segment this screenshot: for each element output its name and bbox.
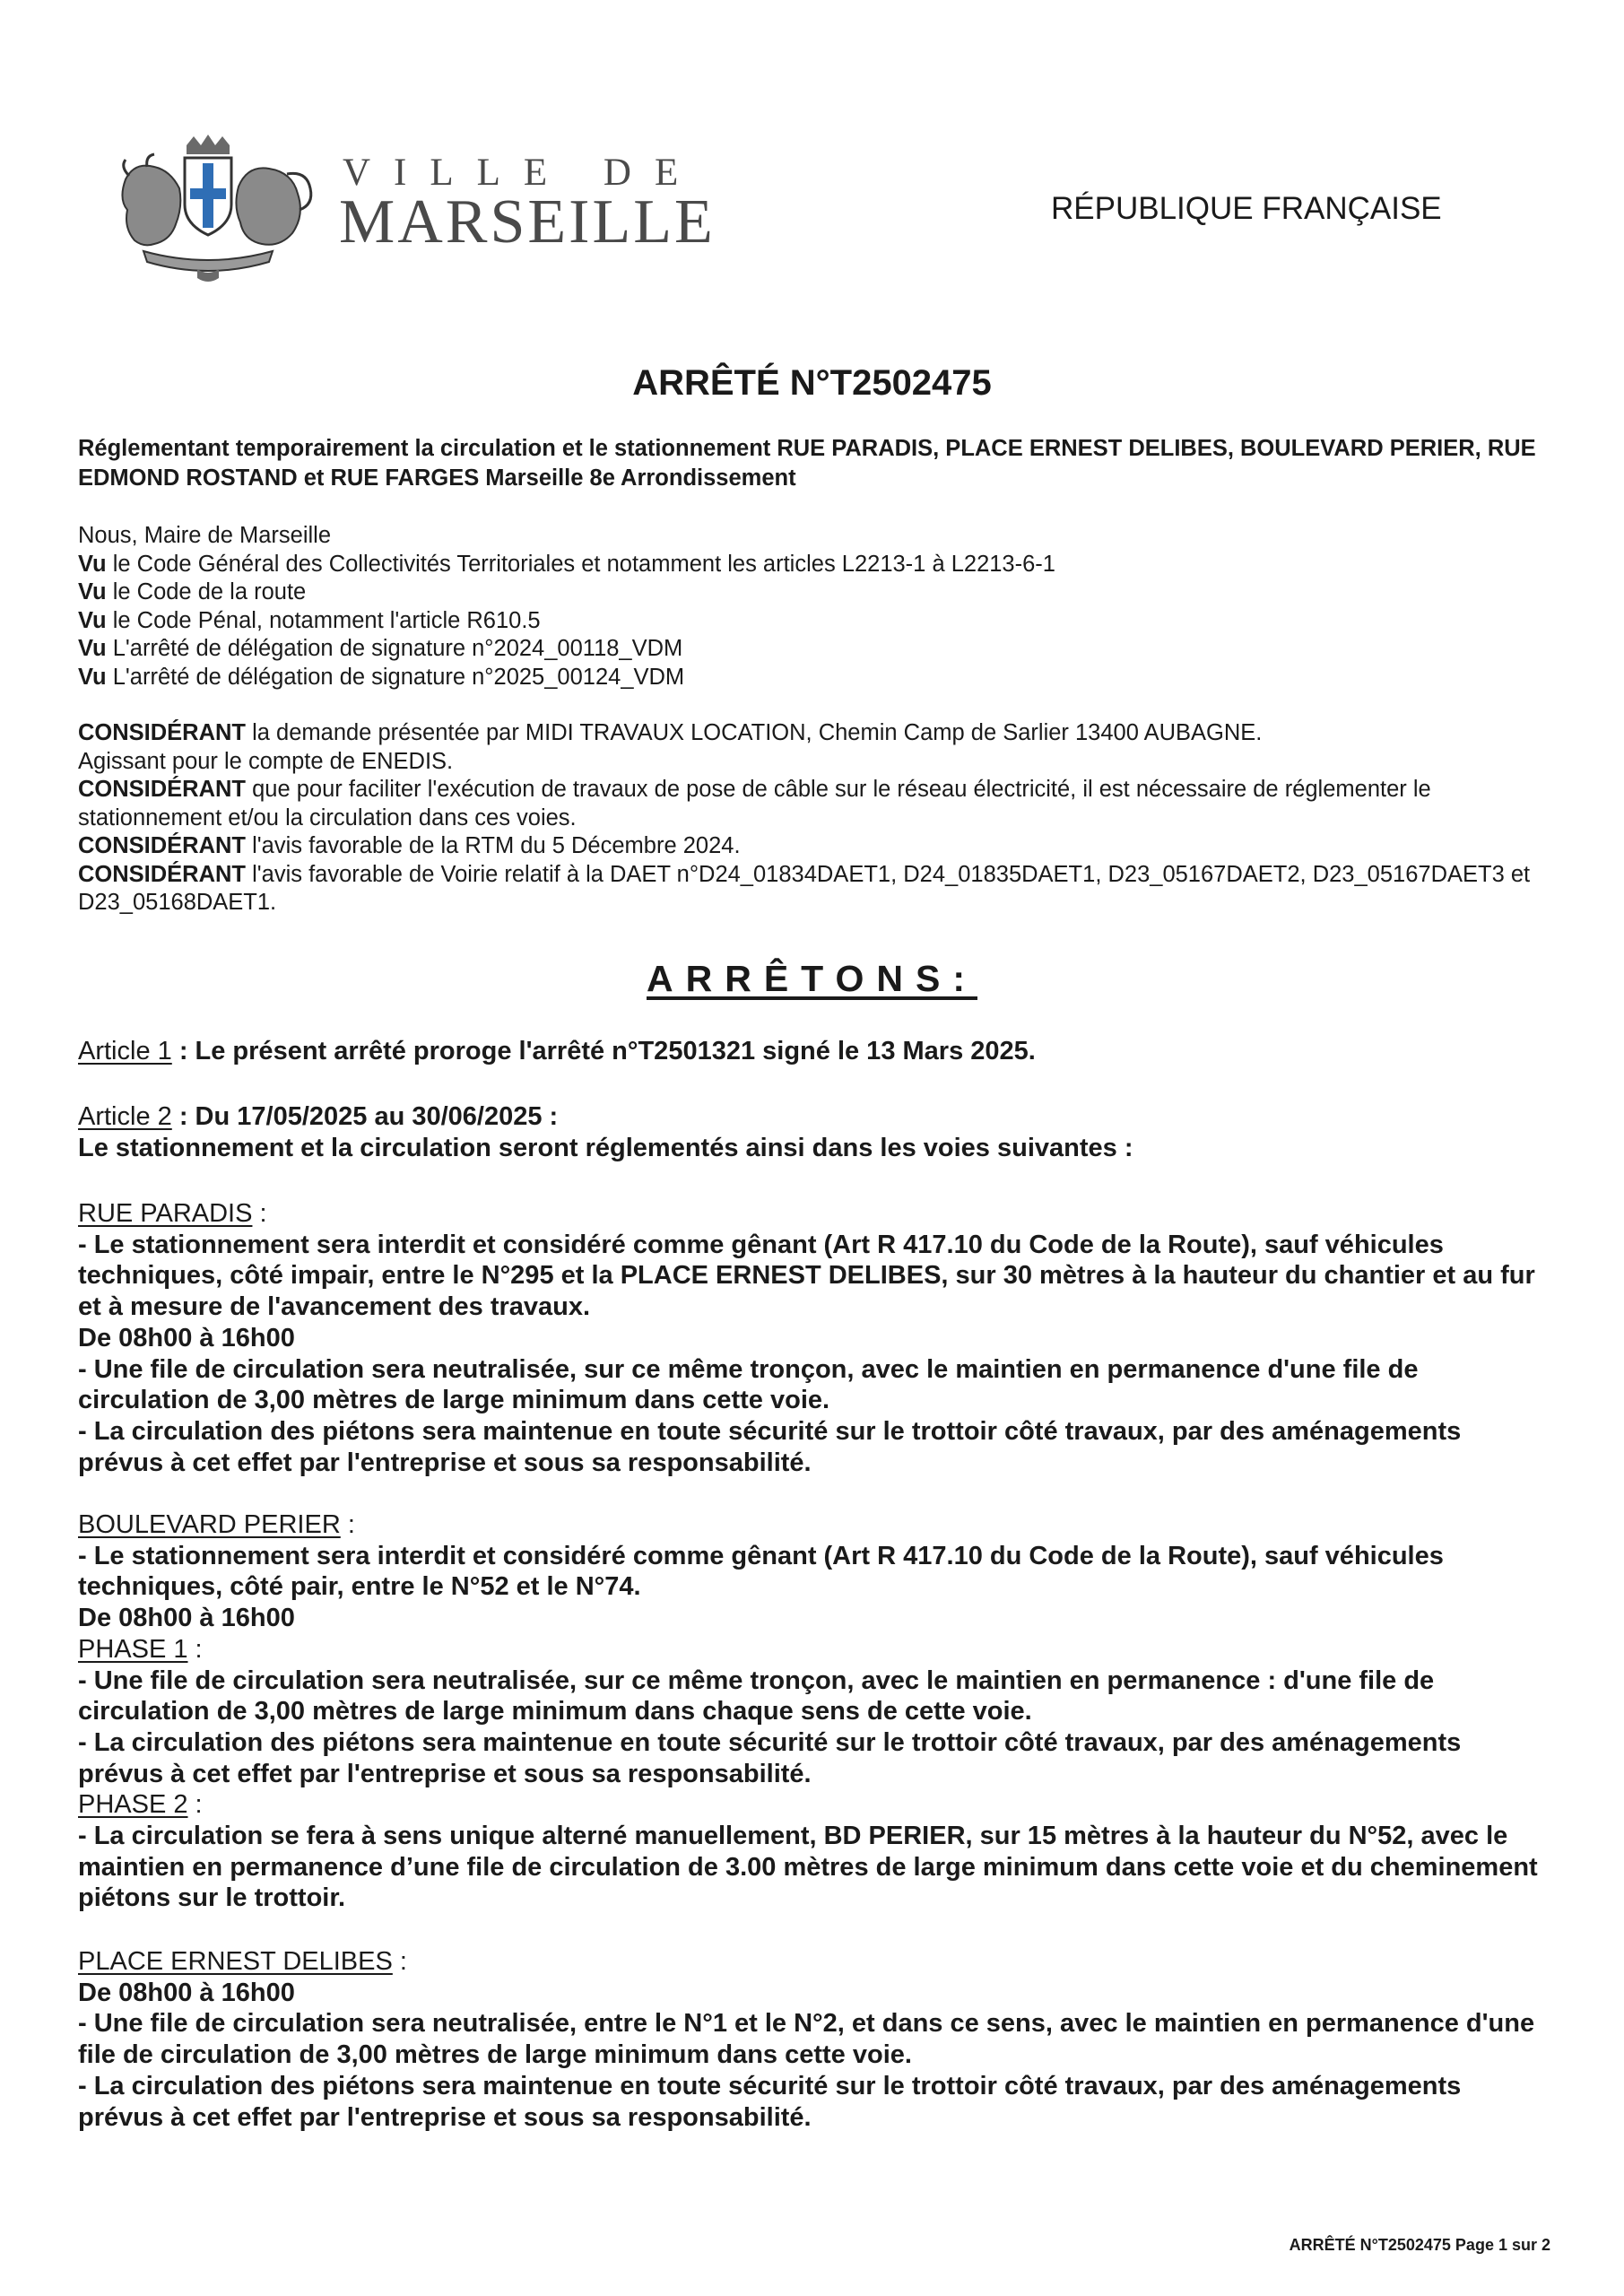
vu-text: le Code de la route	[106, 579, 307, 604]
preamble-intro: Nous, Maire de Marseille	[78, 523, 332, 548]
street-name: BOULEVARD PERIER	[78, 1510, 341, 1539]
rule-paragraph: - La circulation des piétons sera maintenue en toute sécurité sur le trottoir côté travaux, par des aménagements prévus à cet effet par l'entreprise et sous sa responsabilité.	[78, 1416, 1462, 1477]
arretons-heading: ARRÊTONS:	[647, 958, 977, 999]
section-boulevard-perier	[78, 1509, 1549, 1914]
republique-francaise-heading: RÉPUBLIQUE FRANÇAISE	[1051, 191, 1442, 226]
considerant-word: CONSIDÉRANT	[78, 833, 247, 858]
considerant-line	[78, 861, 1549, 918]
article-2-label: Article 2	[78, 1102, 172, 1131]
heading-colon: :	[340, 1510, 355, 1539]
heading-colon: :	[252, 1199, 267, 1228]
heading-colon: :	[392, 1947, 407, 1976]
preamble-vu-block	[78, 522, 1549, 691]
vu-word: Vu	[78, 551, 107, 577]
considerant-line	[78, 776, 1549, 832]
phase-label: PHASE 1	[78, 1634, 188, 1664]
considerants-block	[78, 719, 1549, 918]
phase-label: PHASE 2	[78, 1790, 188, 1820]
vu-word: Vu	[78, 636, 107, 661]
section-rue-paradis	[78, 1198, 1549, 1478]
vu-text: L'arrêté de délégation de signature n°2024_00118_VDM	[106, 636, 683, 661]
section-heading	[78, 1198, 1549, 1230]
article-1-text: : Le présent arrêté proroge l'arrêté n°T2501321 signé le 13 Mars 2025.	[171, 1037, 1036, 1065]
considerant-text: l'avis favorable de Voirie relatif à la DAET n°D24_01834DAET1, D24_01835DAET1, D23_05167DAET2, D23_05167DAET3 et D23_05168DAET1.	[78, 861, 1531, 915]
phase-heading	[78, 1634, 1549, 1665]
considerant-text: la demande présentée par MIDI TRAVAUX LOCATION, Chemin Camp de Sarlier 13400 AUBAGNE.	[246, 720, 1263, 745]
arrete-title: ARRÊTÉ N°T2502475	[632, 363, 992, 403]
phase-colon: :	[187, 1634, 203, 1664]
page-footer: ARRÊTÉ N°T2502475 Page 1 sur 2	[1289, 2236, 1550, 2254]
logo-text-ville-de: VILLE DE	[343, 152, 702, 194]
rule-paragraph: - Le stationnement sera interdit et considéré comme gênant (Art R 417.10 du Code de la Route), sauf véhicules techniques, côté impair, entre le N°295 et la PLACE ERNEST DELIBES, sur 30 mètres à la hauteur du chantier et au fur et à mesure de l'avancement des travaux.	[78, 1230, 1535, 1322]
vu-word: Vu	[78, 664, 107, 690]
vu-line	[78, 551, 1549, 579]
considerant-line	[78, 719, 1549, 748]
hours-line: De 08h00 à 16h00	[78, 1978, 295, 2007]
phase-colon: :	[187, 1790, 203, 1820]
rule-paragraph: - Une file de circulation sera neutralisée, sur ce même tronçon, avec le maintien en permanence d'une file de circulation de 3,00 mètres de large minimum dans cette voie.	[78, 1354, 1419, 1415]
vu-word: Vu	[78, 607, 107, 633]
considerant-text: l'avis favorable de la RTM du 5 Décembre 2024.	[246, 833, 741, 858]
considerant-line	[78, 832, 1549, 861]
vu-line	[78, 607, 1549, 636]
section-heading	[78, 1946, 1549, 1978]
phase-heading	[78, 1789, 1549, 1821]
considerant-word: CONSIDÉRANT	[78, 861, 247, 887]
hours-line: De 08h00 à 16h00	[78, 1323, 295, 1352]
considerant-word: CONSIDÉRANT	[78, 720, 247, 745]
vu-text: le Code Pénal, notamment l'article R610.5	[106, 607, 541, 633]
article-1-label: Article 1	[78, 1037, 172, 1065]
vu-line	[78, 578, 1549, 607]
article-2-dates: : Du 17/05/2025 au 30/06/2025 :	[171, 1102, 559, 1131]
section-heading	[78, 1509, 1549, 1541]
article-2	[78, 1101, 1549, 1164]
rule-paragraph: - La circulation se fera à sens unique alterné manuellement, BD PERIER, sur 15 mètres à la hauteur du N°52, avec le maintien en permanence d’une file de circulation de 3.00 mètres de large minimum dans cette voie et du cheminement piétons sur le trottoir.	[78, 1822, 1538, 1913]
considerant-text: que pour faciliter l'exécution de travaux de pose de câble sur le réseau électricité, il est nécessaire de réglementer le stationnement et/ou la circulation dans ces voies.	[78, 777, 1431, 831]
vu-text: L'arrêté de délégation de signature n°2025_00124_VDM	[106, 664, 685, 690]
rule-paragraph: - Le stationnement sera interdit et considéré comme gênant (Art R 417.10 du Code de la Route), sauf véhicules techniques, côté pair, entre le N°52 et le N°74.	[78, 1541, 1444, 1602]
article-1	[78, 1036, 1549, 1067]
vu-line	[78, 664, 1549, 692]
rule-paragraph: - Une file de circulation sera neutralisée, entre le N°1 et le N°2, et dans ce sens, avec le maintien en permanence d'une file de circulation de 3,00 mètres de large minimum dans cette voie.	[78, 2009, 1535, 2070]
street-name: RUE PARADIS	[78, 1199, 253, 1228]
article-2-intro: Le stationnement et la circulation seront réglementés ainsi dans les voies suivantes :	[78, 1134, 1133, 1162]
logo-text-marseille: MARSEILLE	[339, 187, 716, 257]
street-name: PLACE ERNEST DELIBES	[78, 1947, 393, 1976]
considerant-line: Agissant pour le compte de ENEDIS.	[78, 748, 454, 774]
rule-paragraph: - La circulation des piétons sera maintenue en toute sécurité sur le trottoir côté travaux, par des aménagements prévus à cet effet par l'entreprise et sous sa responsabilité.	[78, 1727, 1462, 1788]
vu-text: le Code Général des Collectivités Territoriales et notamment les articles L2213-1 à L2213-6-1	[106, 551, 1055, 577]
vu-word: Vu	[78, 579, 107, 604]
section-place-ernest-delibes	[78, 1946, 1549, 2133]
article-2-heading	[78, 1101, 1549, 1133]
hours-line: De 08h00 à 16h00	[78, 1604, 295, 1633]
city-coat-of-arms-icon	[108, 135, 332, 287]
rule-paragraph: - La circulation des piétons sera maintenue en toute sécurité sur le trottoir côté travaux, par des aménagements prévus à cet effet par l'entreprise et sous sa responsabilité.	[78, 2071, 1462, 2132]
considerant-word: CONSIDÉRANT	[78, 777, 247, 802]
rule-paragraph: - Une file de circulation sera neutralisée, sur ce même tronçon, avec le maintien en permanence : d'une file de circulation de 3,00 mètres de large minimum dans chaque sens de cette voie.	[78, 1665, 1435, 1726]
arrete-subtitle: Réglementant temporairement la circulation et le stationnement RUE PARADIS, PLACE ERNEST DELIBES, BOULEVARD PERIER, RUE EDMOND ROSTAND et RUE FARGES Marseille 8e Arrondissement	[78, 436, 1536, 491]
vu-line	[78, 635, 1549, 664]
ville-de-marseille-logo	[108, 135, 716, 287]
